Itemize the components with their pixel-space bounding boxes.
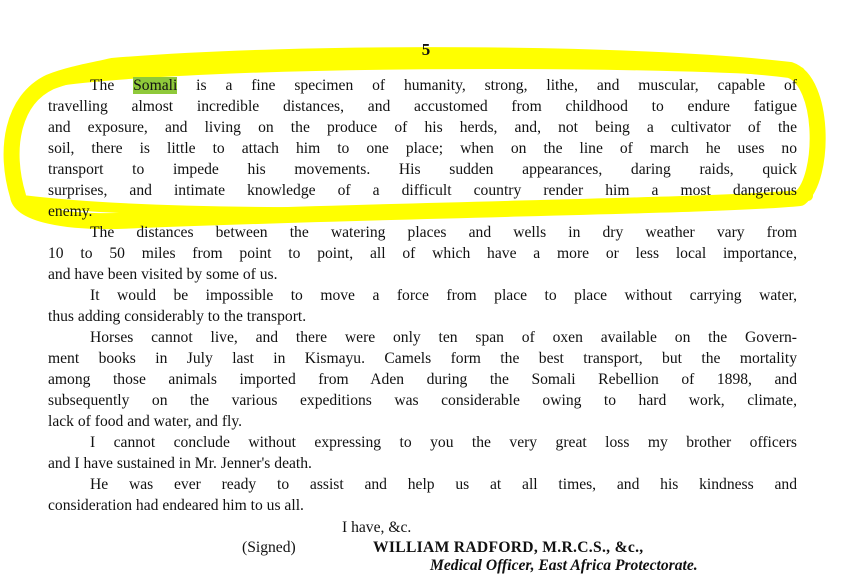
paragraph-line: He was ever ready to assist and help us at all times, and his kindness and [90, 476, 797, 493]
highlighted-term: Somali [133, 77, 178, 94]
paragraph-line: I cannot conclude without expressing to you the very great loss my brother officers [90, 434, 797, 451]
signed-label: (Signed) [242, 539, 296, 556]
closing-salutation: I have, &c. [342, 519, 412, 536]
paragraph-line: enemy. [48, 203, 93, 220]
paragraph-line: transport to impede his movements. His sudden appearances, daring raids, quick [48, 161, 797, 178]
paragraph-line: ment books in July last in Kismayu. Camels form the best transport, but the mortality [48, 350, 797, 367]
paragraph-line: and exposure, and living on the produce of his herds, and, not being a cultivator of the [48, 119, 797, 136]
paragraph-line: It would be impossible to move a force from place to place without carrying water, [90, 287, 797, 304]
paragraph-line: The Somali is a fine specimen of humanity, strong, lithe, and muscular, capable of [90, 77, 797, 94]
signatory-title: Medical Officer, East Africa Protectorate. [430, 557, 698, 574]
paragraph-line: and I have sustained in Mr. Jenner's death. [48, 455, 312, 472]
paragraph-line: among those animals imported from Aden during the Somali Rebellion of 1898, and [48, 371, 797, 388]
paragraph-line: travelling almost incredible distances, and accustomed from childhood to endure fatigue [48, 98, 797, 115]
paragraph-line: lack of food and water, and fly. [48, 413, 243, 430]
signatory-name: WILLIAM RADFORD, M.R.C.S., &c., [373, 539, 644, 556]
paragraph-line: The distances between the watering places and wells in dry weather vary from [90, 224, 797, 241]
paragraph-line: thus adding considerably to the transport. [48, 308, 307, 325]
paragraph-line: consideration had endeared him to us all. [48, 497, 304, 514]
paragraph-line: soil, there is little to attach him to one place; when on the line of march he uses no [48, 140, 797, 157]
paragraph-line: 10 to 50 miles from point to point, all of which have a more or less local importance, [48, 245, 797, 262]
paragraph-line: subsequently on the various expeditions was considerable owing to hard work, climate, [48, 392, 797, 409]
paragraph-line: and have been visited by some of us. [48, 266, 278, 283]
paragraph-line: Horses cannot live, and there were only ten span of oxen available on the Govern- [90, 329, 797, 346]
page-number: 5 [421, 40, 431, 59]
paragraph-line: surprises, and intimate knowledge of a difficult country render him a most dangerous [48, 182, 797, 199]
